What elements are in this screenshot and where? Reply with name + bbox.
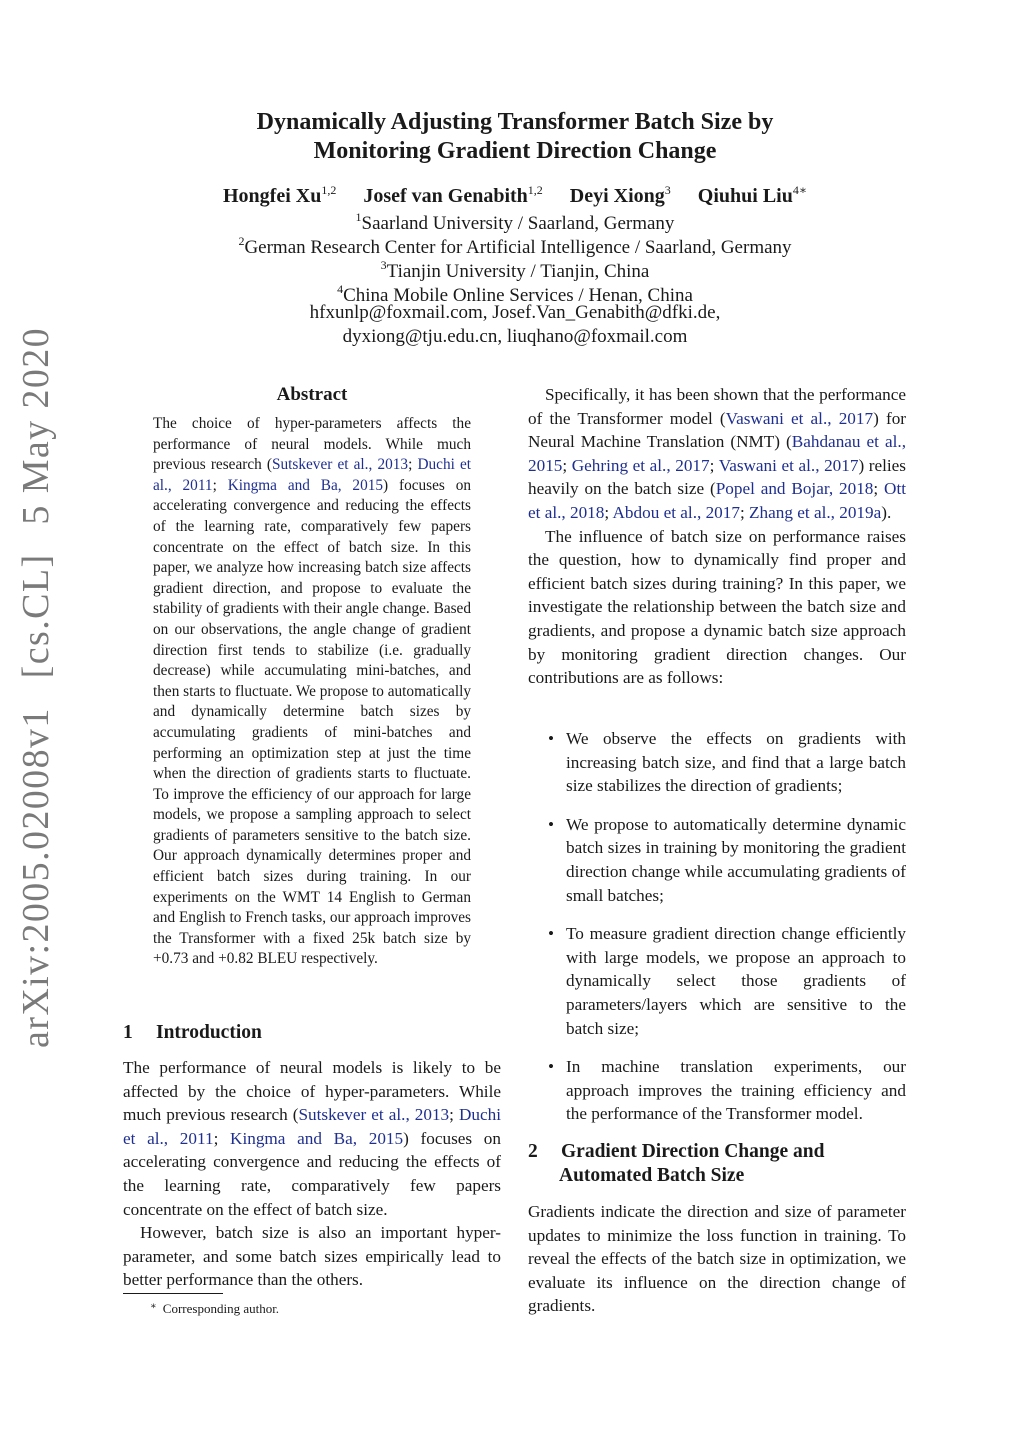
list-item-text: We propose to automatically determine dynamic batch sizes in training by monitoring the gradient direction change while accumulating gradients of small batches; [566,814,906,905]
section-2-heading [528,1140,908,1188]
abstract-text: The choice of hyper-parameters affects the performance of neural models. While much previous research ( [153,415,471,474]
citation-link[interactable]: Sutskever et al., 2013 [272,456,409,474]
abstract-body [153,414,471,970]
affiliation-text: Tianjin University / Tianjin, China [386,261,650,282]
affiliation-text: China Mobile Online Services / Henan, China [343,285,693,306]
intro-paragraph-4: The influence of batch size on performance raises the question, how to dynamically find proper and efficient batch sizes during training? In this paper, we investigate the relationship between the batch size and gradients, and propose a dynamic batch size approach by monitoring gradient direction changes. Our contributions are as follows: [528,526,906,688]
intro-paragraph-2: However, batch size is also an important hyper-parameter, and some batch sizes empirically lead to better performance than the others. [123,1223,501,1290]
citation-link[interactable]: Popel and Bojar, 2018 [715,479,874,499]
citation-link[interactable]: Zhang et al., 2019a [749,502,882,522]
arxiv-category: [cs.CL] [15,553,57,679]
affiliations [120,205,910,349]
intro-text: ) relies heavily on the batch size ( [528,455,907,499]
author-name: Hongfei Xu [222,185,322,207]
arxiv-id[interactable]: arXiv:2005.02008v1 [15,707,57,1048]
list-item [528,1055,906,1126]
intro-paragraph-1 [123,1056,501,1221]
section-number: 2 [528,1141,538,1162]
author-affil-mark: 3 [664,183,671,197]
abstract-paragraph [153,414,471,970]
list-item-text: To measure gradient direction change efficiently with large models, we propose an approach to dynamically select those gradients of parameters/layers which are sensitive to the batch size; [566,924,906,1038]
abstract-heading: Abstract [276,384,348,405]
citation-link[interactable]: Duchi et al., 2011 [123,1105,501,1148]
bullet-icon: • [548,814,555,834]
footnote-text: Corresponding author. [162,1301,280,1316]
section-2-body [528,1200,906,1318]
intro-text: ). [881,502,892,522]
citation-link[interactable]: Abdou et al., 2017 [612,502,740,522]
introduction-body [123,1056,501,1292]
citation-link[interactable]: Kingma and Ba, 2015 [227,476,384,494]
citation-link[interactable]: Gehring et al., 2017 [571,455,710,475]
intro-text: ) for Neural Machine Translation (NMT) ( [528,408,907,452]
citation-separator: ; [873,479,885,499]
citation-link[interactable]: Ott et al., 2018 [528,479,906,522]
author [363,185,542,207]
author-name: Qiuhui Liu [697,185,793,207]
author [223,185,336,207]
arxiv-stamp[interactable] [8,326,64,1048]
email-line-2: dyxiong@tju.edu.cn, liuqhano@foxmail.com [342,326,688,347]
email-line-1: hfxunlp@foxmail.com, Josef.Van_Genabith@dfki.de, [309,302,721,323]
author-affil-mark: 1,2 [527,183,543,197]
citation-link[interactable]: Vaswani et al., 2017 [725,408,874,428]
arxiv-date: 5 May 2020 [15,326,57,525]
section-2-title-line-1 [528,1140,908,1164]
author-affil-mark: 4∗ [792,183,808,197]
footnote-rule [123,1293,223,1294]
list-item [528,922,906,1040]
author [570,185,671,207]
author-list [120,178,910,208]
intro-text: The performance of neural models is likely to be affected by the choice of hyper-parameters. While much previous research ( [123,1058,501,1125]
abstract-text: ) focuses on accelerating convergence and reducing the effects of the learning rate, comparatively few papers concentrate on the effect of batch size. In this paper, we analyze how increasing batch size affects gradient direction, and propose to evaluate the stability of gradients with their angle change. Based on our observations, the angle change of gradient direction first tends to stabilize (i.e. gradually decrease) while accumulating mini-batches, and then starts to fluctuate. We propose to automatically and dynamically determine batch sizes by accumulating gradients of mini-batches and performing an optimization step at just the time when the direction of gradients starts to fluctuate. To improve the efficiency of our approach for large models, we propose a sampling approach to select gradients of parameters sensitive to the batch size. Our approach dynamically determines proper and efficient batch sizes during training. In our experiments on the WMT 14 English to German and English to French tasks, our approach improves the Transformer with a fixed 25k batch size by +0.73 and +0.82 BLEU respectively. [153,476,471,968]
author-affil-mark: 1,2 [321,183,337,197]
citation-separator: ; [604,502,613,522]
citation-link[interactable]: Vaswani et al., 2017 [718,455,859,475]
footnote-mark: ∗ [150,1301,157,1312]
list-item-text: In machine translation experiments, our approach improves the training efficiency and the performance of the Transformer model. [566,1057,906,1124]
section-number: 1 [123,1022,133,1043]
title-line-2: Monitoring Gradient Direction Change [313,138,717,164]
citation-separator: ; [562,455,572,475]
intro-continued [528,383,906,690]
bullet-icon: • [548,924,555,944]
list-item [528,727,906,798]
section-title: Introduction [156,1022,262,1043]
affiliation [120,229,910,258]
author [698,185,807,207]
citation-separator: ; [213,1128,231,1148]
citation-link[interactable]: Bahdanau et al., 2015 [528,432,906,475]
citation-link[interactable]: Kingma and Ba, 2015 [230,1128,404,1148]
citation-separator: ; [408,456,418,474]
intro-text: Specifically, it has been shown that the performance of the Transformer model ( [528,385,906,428]
footnote [150,1298,490,1318]
citation-link[interactable]: Duchi et al., 2011 [153,456,472,494]
citation-separator: ; [449,1105,459,1125]
citation-separator: ; [739,502,750,522]
section-2-title-line-2: Automated Batch Size [559,1165,745,1186]
citation-separator: ; [212,476,228,494]
paper-title [120,108,910,166]
affiliation-mark: 3 [380,258,387,272]
affiliation-mark: 4 [337,282,344,296]
author-name: Deyi Xiong [569,185,665,207]
title-line-1: Dynamically Adjusting Transformer Batch Size by [256,109,774,135]
section-2-paragraph-1: Gradients indicate the direction and size of parameter updates to minimize the loss function in training. To reveal the effects of the batch size in optimization, we evaluate its influence on the direction change of gradients. [528,1202,906,1316]
bullet-icon: • [548,729,555,748]
section-title: Gradient Direction Change and [561,1141,825,1162]
affiliation [120,277,910,306]
affiliation-mark: 2 [238,234,245,248]
affiliation-text: German Research Center for Artificial Intelligence / Saarland, Germany [244,237,792,258]
affiliation-text: Saarland University / Saarland, Germany [361,213,675,234]
list-item [528,813,906,907]
citation-separator: ; [709,455,719,475]
section-1-heading [123,1021,503,1045]
list-item-text: We observe the effects on gradients with increasing batch size, and find that a large batch size stabilizes the direction of gradients; [566,729,906,796]
citation-link[interactable]: Sutskever et al., 2013 [298,1105,450,1125]
contributions-list [528,727,906,1141]
bullet-icon: • [548,1057,555,1077]
author-name: Josef van Genabith [363,185,528,207]
affiliation-mark: 1 [355,210,362,224]
intro-paragraph-3 [528,383,906,525]
affiliation [120,205,910,234]
intro-text: ) focuses on accelerating convergence and reducing the effects of the learning rate, comparatively few papers concentrate on the effect of batch size. [123,1128,501,1219]
